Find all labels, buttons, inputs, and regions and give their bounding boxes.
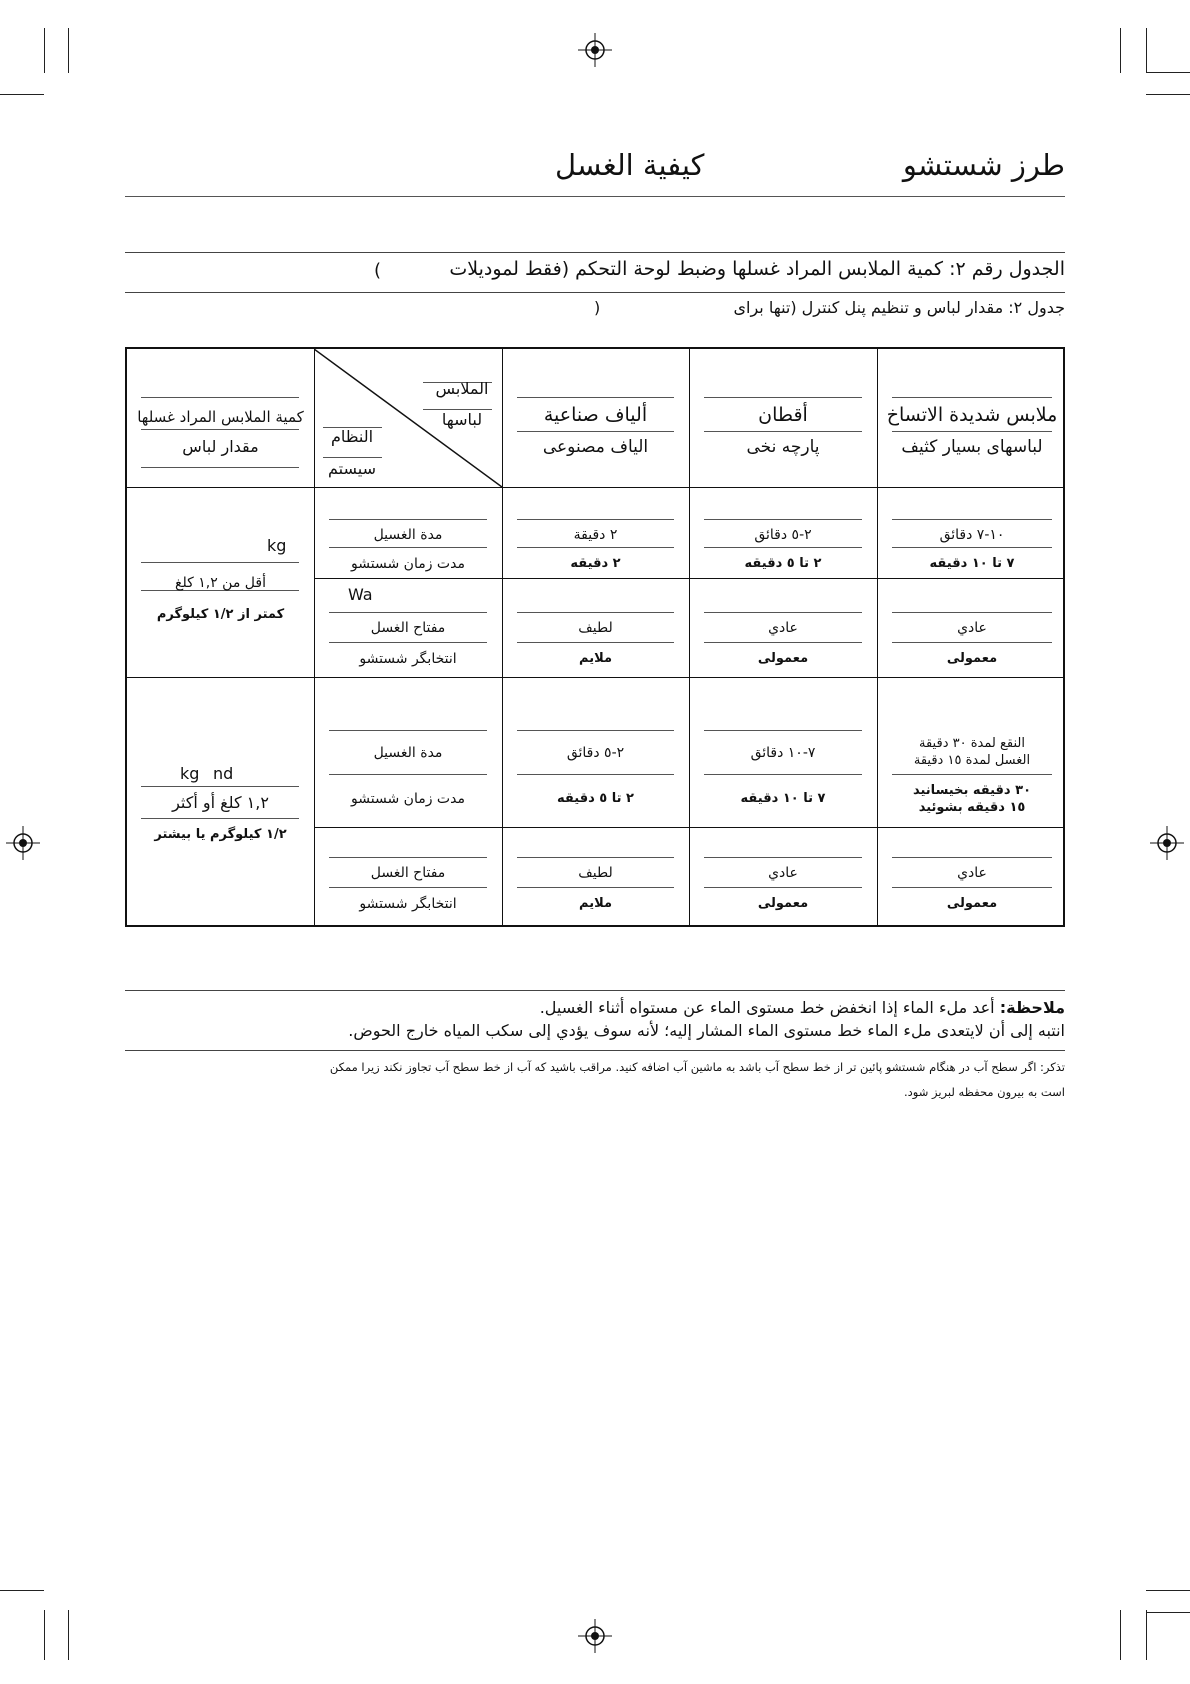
section2-time-label-ar: مدة الغسيل (373, 745, 443, 761)
s1-time-synthetic-fa: ٢ دقيقه (570, 556, 621, 571)
section2-time-label-fa: مدت زمان شستشو (351, 791, 465, 807)
cell-rule (517, 887, 674, 888)
note-fa-line-2: است به بيرون محفظه لبريز شود. (904, 1085, 1065, 1099)
table-caption-arabic-paren: ( (374, 260, 382, 281)
crop-mark (44, 28, 45, 73)
registration-mark-icon (578, 33, 612, 67)
note-ar-line-1 (540, 998, 1065, 1017)
crop-mark (1146, 94, 1190, 95)
crop-mark (1146, 1610, 1147, 1660)
section1-wa: Wa (348, 585, 373, 604)
note-label: ملاحظة: (999, 998, 1065, 1017)
crop-mark (1146, 28, 1147, 73)
col-header-cotton-top: أقطان (758, 404, 808, 426)
col-header-heavy-top: ملابس شديدة الاتساخ (886, 404, 1058, 426)
cell-rule (704, 397, 862, 398)
crop-mark (1146, 1612, 1190, 1613)
cell-rule (517, 547, 674, 548)
col-divider (877, 349, 878, 925)
section2-switch-label-fa: انتخابگر شستشو (359, 896, 457, 912)
cell-rule (704, 431, 862, 432)
table-caption-persian-paren: ) (594, 298, 601, 317)
notes-divider (125, 990, 1065, 991)
s2-time-cotton-fa: ٧ تا ١٠ دقيقه (740, 791, 826, 806)
cell-rule (892, 887, 1052, 888)
cell-rule (704, 612, 862, 613)
s2-heavy-fa-1: ٣٠ دقيقه بخيسانيد (912, 783, 1032, 798)
caption-divider (125, 252, 1065, 253)
cell-rule (704, 774, 862, 775)
cell-rule (329, 519, 487, 520)
s1-time-cotton-fa: ٢ تا ٥ دقيقه (744, 556, 822, 571)
section2-nd: nd (213, 764, 234, 783)
cell-rule (704, 857, 862, 858)
settings-table (125, 347, 1065, 927)
cell-rule (892, 857, 1052, 858)
crop-mark (1120, 28, 1121, 73)
s1-time-cotton-ar: ٢-٥ دقائق (754, 527, 812, 543)
cell-rule (517, 642, 674, 643)
col-header-synthetic-bottom: الياف مصنوعى (542, 437, 649, 457)
note-fa-line-1: تذكر: اگر سطح آب در هنگام شستشو پائين تر از خط سطح آب باشد به ماشين آب اضافه كنيد. مراقب باشيد كه آب از خط سطح آب تجاوز نكند زيرا ممكن (329, 1060, 1065, 1074)
table-caption-arabic: الجدول رقم ٢: كمية الملابس المراد غسلها وضبط لوحة التحكم (فقط لموديلات (449, 258, 1065, 280)
row-divider (127, 677, 1063, 678)
caption-divider (125, 292, 1065, 293)
crop-mark (44, 1610, 45, 1660)
crop-mark (68, 1610, 69, 1660)
row-divider (314, 578, 1063, 579)
cell-rule (892, 519, 1052, 520)
cell-rule (704, 519, 862, 520)
cell-rule (704, 730, 862, 731)
cell-rule (704, 887, 862, 888)
cell-rule (141, 467, 299, 468)
cell-rule (141, 429, 299, 430)
section1-switch-label-fa: انتخابگر شستشو (359, 651, 457, 667)
s2-switch-cotton-fa: معمولى (757, 896, 809, 911)
cell-rule (141, 562, 299, 563)
section1-amount-fa: كمتر از ١/٢ كيلوگرم (156, 607, 285, 622)
cell-rule (517, 431, 674, 432)
s2-switch-cotton-ar: عادي (768, 865, 798, 881)
cell-rule (141, 786, 299, 787)
cell-rule (517, 397, 674, 398)
section1-time-label-fa: مدت زمان شستشو (351, 556, 465, 572)
cell-rule (141, 818, 299, 819)
cell-rule (329, 774, 487, 775)
cell-rule (892, 397, 1052, 398)
diag-system-fa: سيستم (328, 459, 376, 478)
table-caption-persian: جدول ٢: مقدار لباس و تنظيم پنل كنترل (تنها براى (733, 298, 1065, 317)
cell-rule (323, 457, 382, 458)
section2-amount-fa: ١/٢ كيلوگرم يا بيشتر (154, 827, 287, 842)
crop-mark (1146, 72, 1190, 73)
s1-switch-synthetic-fa: ملايم (579, 651, 612, 666)
cell-rule (892, 612, 1052, 613)
section2-amount-ar: ١,٢ كلغ أو أكثر (172, 793, 269, 812)
row-divider (127, 487, 1063, 488)
note-ar-line-2: انتبه إلى أن لايتعدى ملء الماء خط مستوى الماء المشار إليه؛ لأنه سوف يؤدي إلى سكب المياه خارج الحوض. (348, 1021, 1065, 1040)
diag-system-ar: النظام (330, 427, 374, 446)
s1-switch-cotton-fa: معمولى (757, 651, 809, 666)
cell-rule (704, 547, 862, 548)
crop-mark (0, 94, 44, 95)
cell-rule (141, 397, 299, 398)
s2-switch-heavy-ar: عادي (957, 865, 987, 881)
s1-time-heavy-ar: ١٠-٧ دقائق (939, 527, 1005, 543)
registration-mark-icon (578, 1619, 612, 1653)
section2-kg: kg (180, 764, 200, 783)
s2-switch-synthetic-fa: ملايم (579, 896, 612, 911)
cell-rule (892, 431, 1052, 432)
section2-switch-label-ar: مفتاح الغسل (370, 865, 446, 881)
cell-rule (329, 547, 487, 548)
col-header-synthetic-top: ألياف صناعية (543, 404, 648, 426)
cell-rule (329, 612, 487, 613)
crop-mark (68, 28, 69, 73)
cell-rule (517, 857, 674, 858)
page-title-right: طرز شستشو (902, 148, 1065, 182)
cell-rule (517, 774, 674, 775)
s1-switch-heavy-ar: عادي (957, 620, 987, 636)
s1-time-heavy-fa: ٧ تا ١٠ دقيقه (929, 556, 1015, 571)
load-header-bottom: مقدار لباس (182, 437, 259, 456)
s2-time-synthetic-ar: ٢-٥ دقائق (566, 745, 625, 761)
section1-kg: kg (267, 536, 287, 555)
s1-switch-synthetic-ar: لطيف (578, 620, 613, 636)
diag-clothes-fa: لباسها (441, 410, 483, 429)
cell-rule (517, 612, 674, 613)
notes-divider (125, 1050, 1065, 1051)
section1-amount-ar: أقل من ١,٢ كلغ (175, 575, 266, 591)
row-divider (314, 827, 1063, 828)
s2-time-synthetic-fa: ٢ تا ٥ دقيقه (557, 791, 634, 806)
col-divider (689, 349, 690, 925)
section1-switch-label-ar: مفتاح الغسل (370, 620, 446, 636)
cell-rule (892, 642, 1052, 643)
s2-heavy-ar-2: الغسل لمدة ١٥ دقيقة (913, 753, 1031, 768)
cell-rule (329, 887, 487, 888)
col-header-cotton-bottom: پارچه نخى (746, 437, 820, 457)
col-header-heavy-bottom: لباسهاى بسيار كثيف (901, 437, 1043, 457)
s1-switch-cotton-ar: عادي (768, 620, 798, 636)
note-ar-text-1: أعد ملء الماء إذا انخفض خط مستوى الماء عن مستواه أثناء الغسيل. (539, 998, 995, 1017)
cell-rule (892, 774, 1052, 775)
cell-rule (517, 519, 674, 520)
col-divider (502, 349, 503, 925)
s2-heavy-fa-2: ١٥ دقيقه بشوئيد (918, 800, 1026, 815)
cell-rule (329, 730, 487, 731)
crop-mark (0, 1590, 44, 1591)
diag-clothes-ar: الملابس (435, 379, 489, 398)
crop-mark (1146, 1590, 1190, 1591)
cell-rule (517, 730, 674, 731)
load-header-top: كمية الملابس المراد غسلها (137, 408, 304, 426)
registration-mark-icon (1150, 826, 1184, 860)
s2-time-cotton-ar: ٧-١٠ دقائق (750, 745, 816, 761)
s2-switch-heavy-fa: معمولى (946, 896, 998, 911)
cell-rule (892, 547, 1052, 548)
cell-rule (704, 642, 862, 643)
header-divider (125, 196, 1065, 197)
registration-mark-icon (6, 826, 40, 860)
cell-rule (329, 857, 487, 858)
section1-time-label-ar: مدة الغسيل (373, 527, 443, 543)
s1-switch-heavy-fa: معمولى (946, 651, 998, 666)
s2-heavy-ar-1: النقع لمدة ٣٠ دقيقة (919, 736, 1025, 751)
s2-switch-synthetic-ar: لطيف (578, 865, 613, 881)
crop-mark (1120, 1610, 1121, 1660)
cell-rule (329, 642, 487, 643)
s1-time-synthetic-ar: ٢ دقيقة (573, 527, 618, 543)
page-title-left: كيفية الغسل (555, 148, 705, 182)
